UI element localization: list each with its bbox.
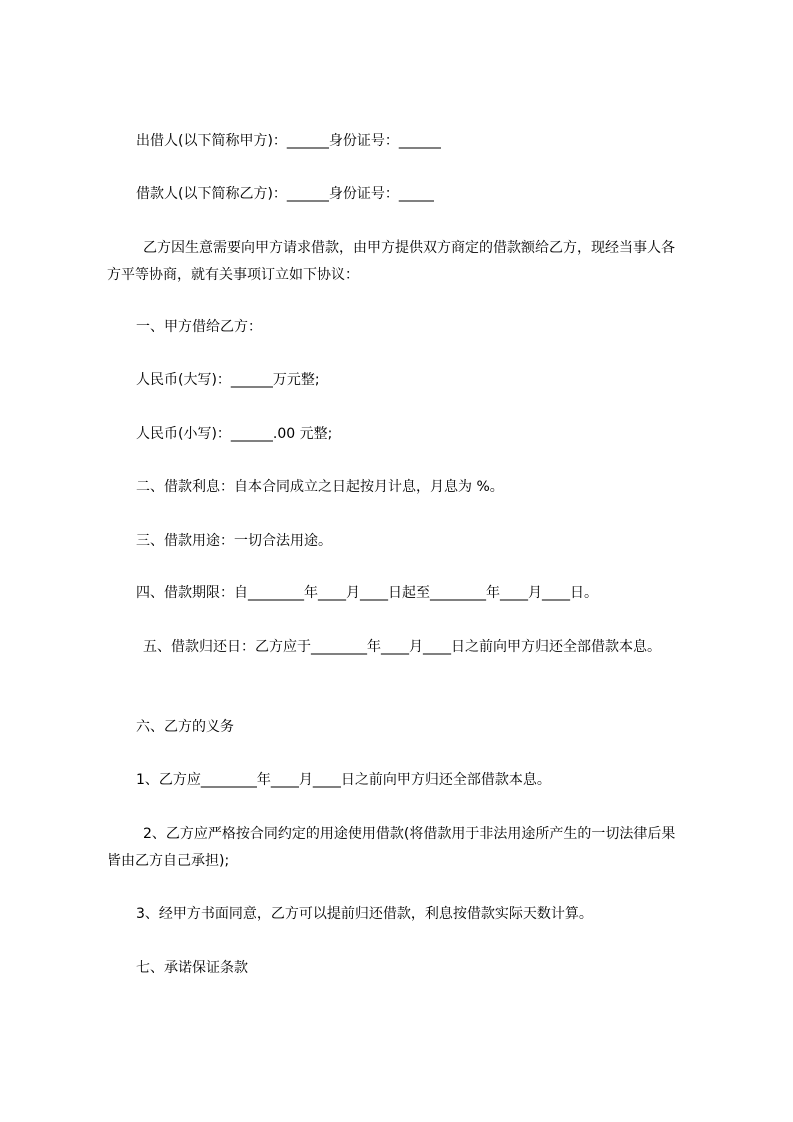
section7-title: 七、承诺保证条款 — [136, 960, 248, 976]
section6-title: 六、乙方的义务 — [136, 719, 234, 735]
duty-3: 3、经甲方书面同意，乙方可以提前归还借款，利息按借款实际天数计算。 — [136, 906, 593, 922]
borrower-line: 借款人(以下简称乙方)：______身份证号：_____ — [136, 186, 434, 202]
amount-lower: 人民币(小写)：______.00 元整; — [136, 426, 333, 442]
intro-text: 乙方因生意需要向甲方请求借款，由甲方提供双方商定的借款额给乙方，现经当事人各方平等协商，就有关事项订立如下协议： — [107, 240, 675, 283]
amount-upper: 人民币(大写)：______万元整; — [136, 372, 320, 388]
intro-paragraph — [107, 235, 687, 289]
section1-title: 一、甲方借给乙方： — [136, 319, 262, 335]
section4-term: 四、借款期限：自________年____月____日起至________年____月____日。 — [136, 585, 598, 601]
duty-2-paragraph — [107, 821, 687, 875]
duty-1: 1、乙方应________年____月____日之前向甲方归还全部借款本息。 — [136, 772, 551, 788]
section3-purpose: 三、借款用途：一切合法用途。 — [136, 533, 332, 549]
lender-line: 出借人(以下简称甲方)：______身份证号：______ — [136, 133, 441, 149]
section5-paragraph — [107, 634, 687, 661]
section5-text: 五、借款归还日：乙方应于________年____月____日之前向甲方归还全部借款本息。 — [143, 639, 661, 655]
duty-2-text: 2、乙方应严格按合同约定的用途使用借款(将借款用于非法用途所产生的一切法律后果皆由乙方自己承担); — [107, 826, 676, 869]
section2-interest: 二、借款利息：自本合同成立之日起按月计息，月息为 %。 — [136, 479, 504, 495]
